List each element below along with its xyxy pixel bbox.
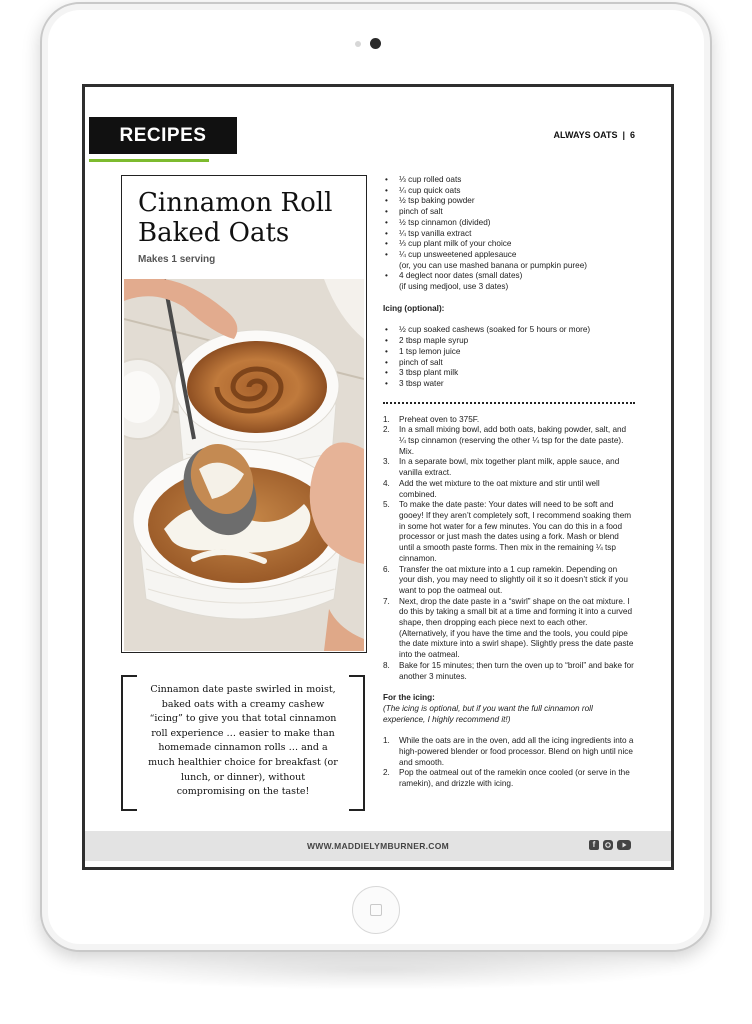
recipe-title-line1: Cinnamon Roll xyxy=(138,188,333,218)
step-text: Bake for 15 minutes; then turn the oven up to “broil” and bake for another 3 minutes. xyxy=(399,660,634,681)
left-bracket xyxy=(121,675,137,811)
facebook-icon[interactable]: f xyxy=(589,840,599,850)
list-item: • pinch of salt xyxy=(383,358,635,369)
recipe-description-callout xyxy=(121,675,365,807)
list-item: • 2 tbsp maple syrup xyxy=(383,336,635,347)
list-item xyxy=(383,500,635,564)
icing-steps-list xyxy=(383,736,635,790)
list-item: • 4 deglect noor dates (small dates) xyxy=(383,271,635,282)
recipe-title xyxy=(138,188,358,248)
list-item: • ⅓ cup rolled oats xyxy=(383,175,635,186)
icing-ingredients-list xyxy=(383,325,635,389)
dates-note: (if using medjool, use 3 dates) xyxy=(399,282,509,292)
list-item xyxy=(383,565,635,597)
youtube-icon[interactable] xyxy=(617,840,631,850)
step-number: 6. xyxy=(383,564,390,574)
instagram-glyph xyxy=(603,840,613,850)
recipe-page xyxy=(85,87,671,867)
step-number: 5. xyxy=(383,500,390,510)
recipe-title-line2: Baked Oats xyxy=(138,218,290,248)
list-item xyxy=(383,457,635,478)
list-item: • ½ cup soaked cashews (soaked for 5 hours or more) xyxy=(383,325,635,336)
recipe-description: Cinnamon date paste swirled in moist, baked oats with a creamy cashew “icing” to give you that total cinnamon roll experience … easier to make than homemade cinnamon rolls … and a much healthier choice for breakfast (or lunch, or dinner), without compromising on the taste! xyxy=(148,684,338,798)
step-text: To make the date paste: Your dates will need to be soft and gooey! If they aren’t completely soft, I recommend soaking them in some hot water for a few minutes. You can do this in a food processor or just mash the dates using a fork. Mash or blend until a smooth paste forms. Then mix in the remaining ¼ tsp cinnamon. xyxy=(399,500,632,563)
list-item xyxy=(383,736,635,768)
step-number: 2. xyxy=(383,425,390,435)
page-footer xyxy=(85,831,671,861)
step-number: 1. xyxy=(383,414,390,424)
step-text: Pop the oatmeal out of the ramekin once cooled (or serve in the ramekin), and drizzle with icing. xyxy=(399,768,630,789)
steps-list xyxy=(383,415,635,683)
icing-steps-heading: For the icing: xyxy=(383,693,435,703)
step-text: In a separate bowl, mix together plant milk, apple sauce, and vanilla extract. xyxy=(399,457,620,478)
list-item xyxy=(383,415,635,426)
icing-steps-note: (The icing is optional, but if you want the full cinnamon roll experience, I highly recommend it!) xyxy=(383,703,593,724)
list-item: • ¼ cup unsweetened applesauce xyxy=(383,250,635,261)
recipe-instructions-column xyxy=(383,175,635,790)
instagram-icon[interactable] xyxy=(603,840,613,850)
section-label: RECIPES xyxy=(89,117,237,154)
step-text: In a small mixing bowl, add both oats, baking powder, salt, and ¼ tsp cinnamon (reserving the other ¼ tsp for the date paste). Mix. xyxy=(399,425,627,456)
step-number: 1. xyxy=(383,736,390,746)
accent-underline xyxy=(89,159,209,162)
step-number: 3. xyxy=(383,457,390,467)
list-item: • 3 tbsp water xyxy=(383,379,635,390)
step-text: While the oats are in the oven, add all the icing ingredients into a high-powered blender or food processor. Blend on high until nice and smooth. xyxy=(399,736,634,767)
step-number: 4. xyxy=(383,478,390,488)
list-item xyxy=(383,661,635,682)
step-number: 7. xyxy=(383,596,390,606)
step-number: 8. xyxy=(383,660,390,670)
device-shadow xyxy=(70,950,682,990)
step-text: Next, drop the date paste in a “swirl” shape on the oat mixture. I do this by taking a small bit at a time and forming it into a curved shape, then dropping each piece next to each other. (Alternatively, if you have the time and the tools, you could pipe the date mixture into a swirl shape). Slightly press the date paste into the oatmeal. xyxy=(399,596,634,660)
list-item xyxy=(383,597,635,661)
serving-size: Makes 1 serving xyxy=(138,254,216,265)
list-item: • ⅓ cup plant milk of your choice xyxy=(383,239,635,250)
ingredients-list xyxy=(383,175,635,293)
list-item xyxy=(383,425,635,457)
home-button[interactable] xyxy=(352,886,400,934)
list-item: • ¼ tsp vanilla extract xyxy=(383,229,635,240)
list-item: • 3 tbsp plant milk xyxy=(383,368,635,379)
icing-heading: Icing (optional): xyxy=(383,303,445,313)
list-item: • ½ tsp cinnamon (divided) xyxy=(383,218,635,229)
step-text: Preheat oven to 375F. xyxy=(399,414,480,424)
list-item xyxy=(383,479,635,500)
home-square-icon xyxy=(370,904,382,916)
applesauce-note: (or, you can use mashed banana or pumpkin puree) xyxy=(399,260,587,270)
front-camera xyxy=(370,38,381,49)
list-item: • pinch of salt xyxy=(383,207,635,218)
dotted-divider xyxy=(383,402,635,404)
list-item xyxy=(383,768,635,789)
step-number: 2. xyxy=(383,768,390,778)
list-item: • ¼ cup quick oats xyxy=(383,186,635,197)
front-sensor xyxy=(355,41,361,47)
website-link[interactable]: WWW.MADDIELYMBURNER.COM xyxy=(306,841,450,851)
list-item: • 1 tsp lemon juice xyxy=(383,347,635,358)
right-bracket xyxy=(349,675,365,811)
page-header-right: ALWAYS OATS | 6 xyxy=(553,130,635,140)
youtube-glyph xyxy=(617,840,631,850)
recipe-card xyxy=(121,175,367,653)
baked-oats-photo xyxy=(124,279,364,651)
step-text: Transfer the oat mixture into a 1 cup ramekin. Depending on your dish, you may need to slightly oil it so it doesn’t stick if you want to pop the oatmeal out. xyxy=(399,564,628,595)
tablet-screen xyxy=(82,84,674,870)
list-item: • ½ tsp baking powder xyxy=(383,196,635,207)
step-text: Add the wet mixture to the oat mixture and stir until well combined. xyxy=(399,478,600,499)
